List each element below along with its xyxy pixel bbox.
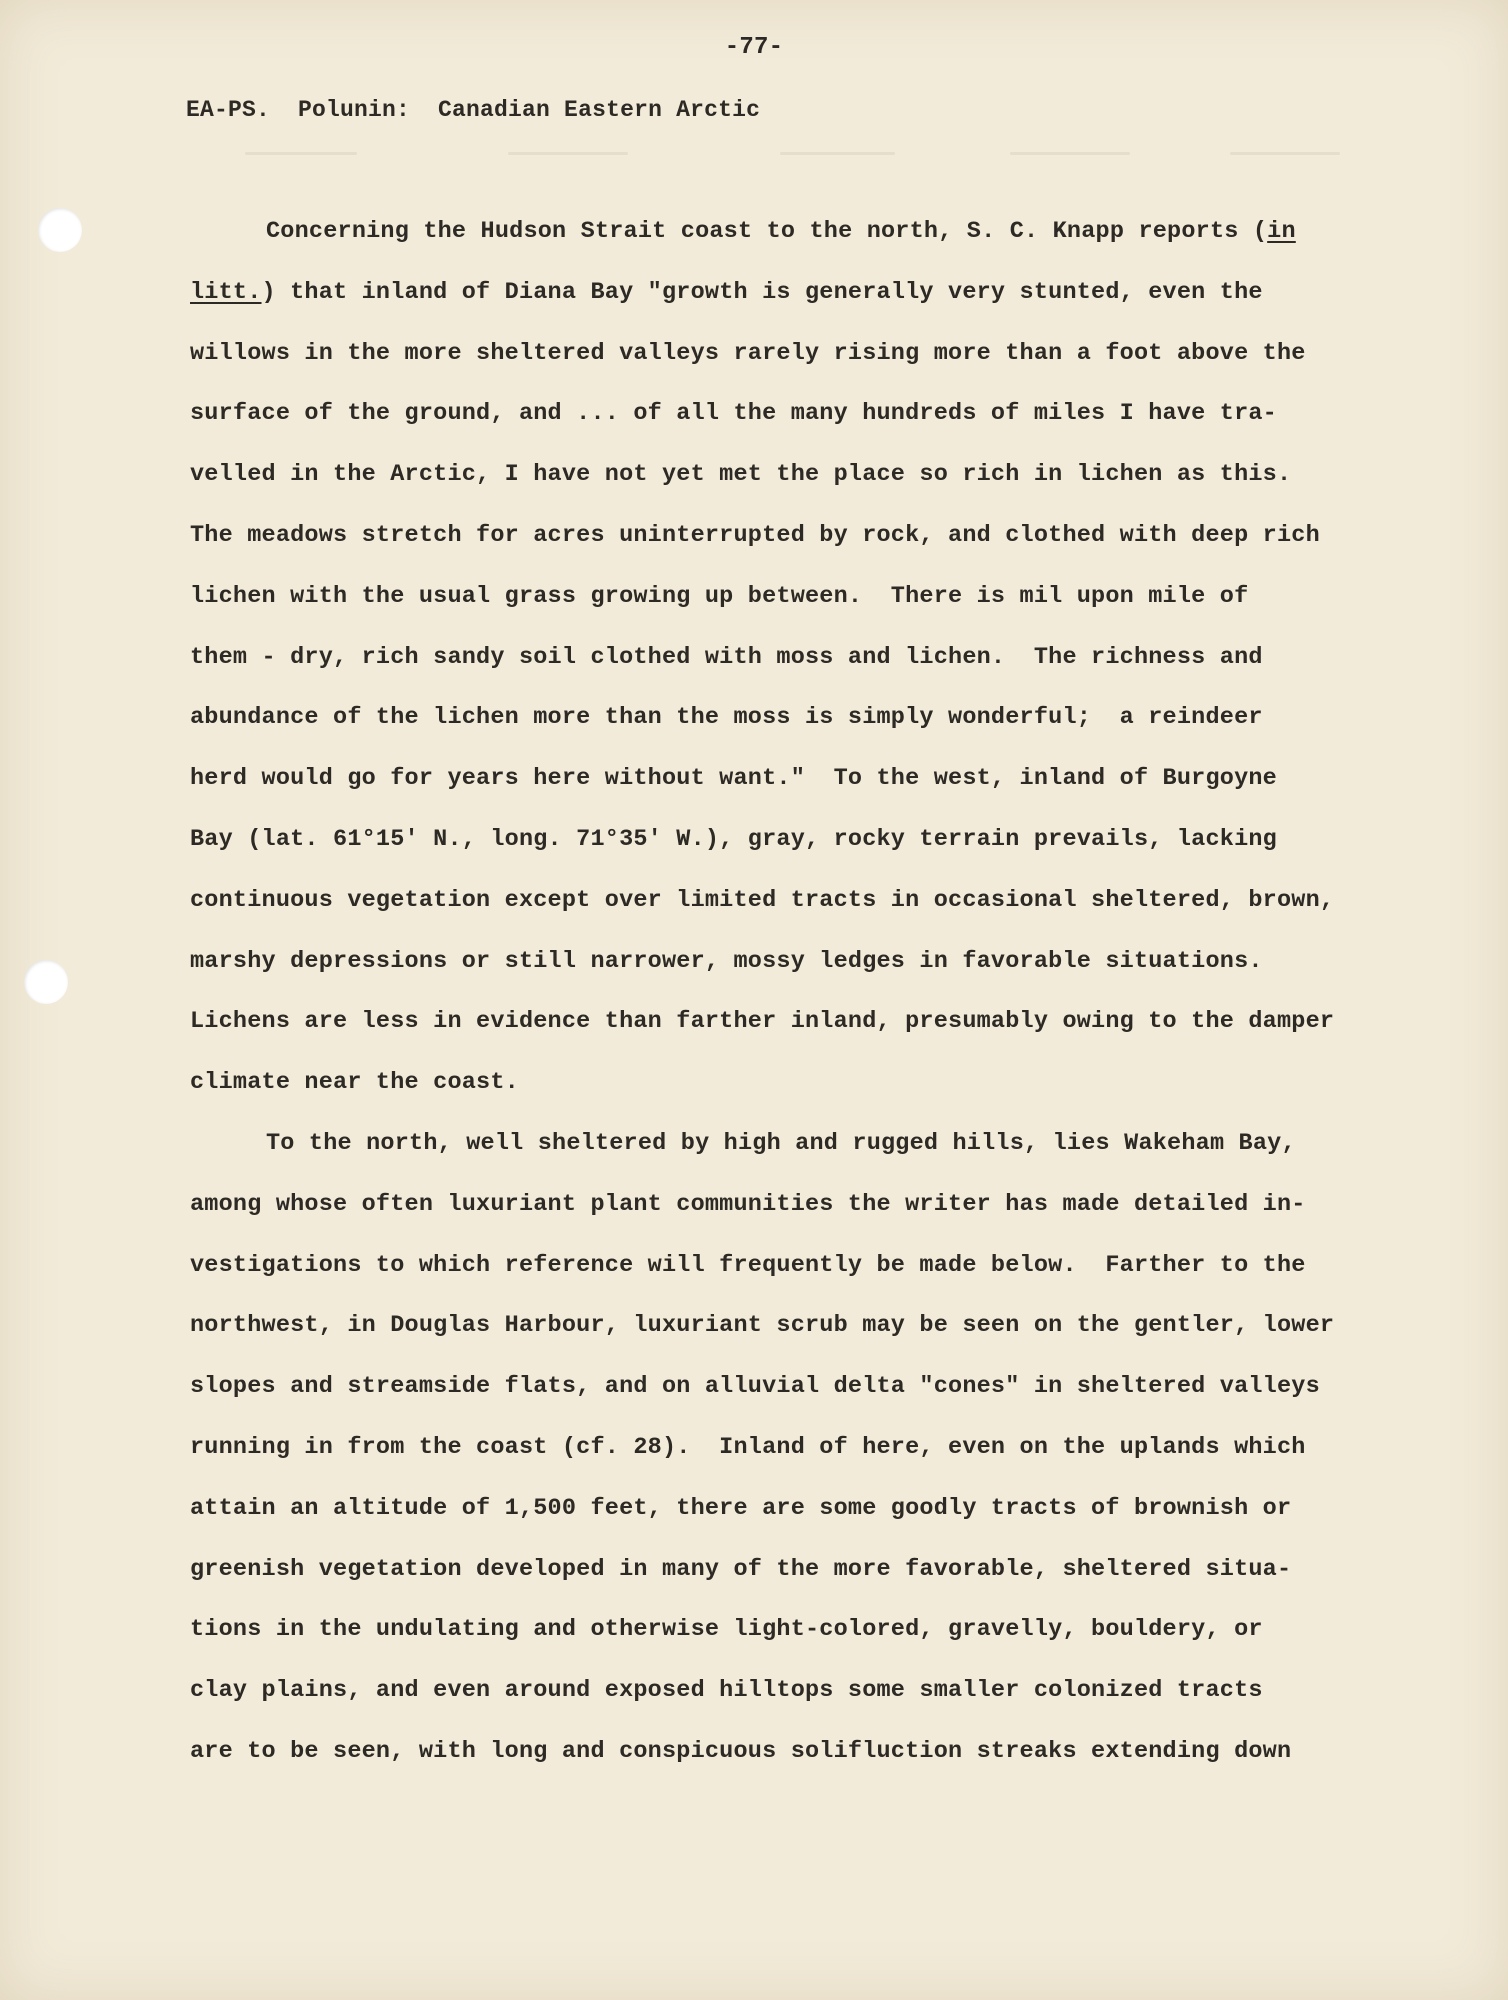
text-segment: greenish vegetation developed in many of the more favorable, sheltered situa- bbox=[190, 1555, 1292, 1583]
text-line bbox=[190, 1114, 1450, 1175]
text-line bbox=[190, 1722, 1450, 1783]
text-segment: among whose often luxuriant plant communities the writer has made detailed in- bbox=[190, 1190, 1306, 1218]
bleed-through-mark bbox=[508, 152, 628, 155]
text-segment: running in from the coast (cf. 28). Inland of here, even on the uplands which bbox=[190, 1433, 1306, 1461]
text-segment: Bay (lat. 61°15' N., long. 71°35' W.), gray, rocky terrain prevails, lacking bbox=[190, 825, 1277, 853]
text-segment: herd would go for years here without want." To the west, inland of Burgoyne bbox=[190, 765, 1277, 793]
text-segment: are to be seen, with long and conspicuous solifluction streaks extending down bbox=[190, 1737, 1292, 1765]
text-line bbox=[190, 871, 1450, 932]
punch-hole-top bbox=[38, 208, 82, 252]
text-segment: clay plains, and even around exposed hilltops some smaller colonized tracts bbox=[190, 1677, 1263, 1705]
text-line bbox=[190, 1479, 1450, 1540]
text-line bbox=[190, 506, 1450, 567]
text-line bbox=[190, 932, 1450, 993]
text-line bbox=[190, 1600, 1450, 1661]
text-segment: willows in the more sheltered valleys rarely rising more than a foot above the bbox=[190, 339, 1306, 367]
text-line bbox=[190, 567, 1450, 628]
text-segment: vestigations to which reference will frequently be made below. Farther to the bbox=[190, 1251, 1306, 1279]
text-segment: slopes and streamside flats, and on alluvial delta "cones" in sheltered valleys bbox=[190, 1373, 1320, 1401]
text-line bbox=[190, 384, 1450, 445]
bleed-through-mark bbox=[1230, 152, 1340, 155]
text-segment: them - dry, rich sandy soil clothed with moss and lichen. The richness and bbox=[190, 643, 1263, 671]
text-segment: ) that inland of Diana Bay "growth is generally very stunted, even the bbox=[261, 278, 1263, 306]
underlined-text: litt. bbox=[190, 278, 262, 306]
punch-hole-bottom bbox=[24, 960, 68, 1004]
text-line bbox=[190, 1661, 1450, 1722]
text-segment: marshy depressions or still narrower, mossy ledges in favorable situations. bbox=[190, 947, 1263, 975]
text-segment: surface of the ground, and ... of all the many hundreds of miles I have tra- bbox=[190, 400, 1277, 428]
text-line bbox=[190, 263, 1450, 324]
text-segment: The meadows stretch for acres uninterrupted by rock, and clothed with deep rich bbox=[190, 521, 1320, 549]
text-line bbox=[190, 324, 1450, 385]
text-line bbox=[190, 445, 1450, 506]
text-line bbox=[190, 810, 1450, 871]
bleed-through-mark bbox=[1010, 152, 1130, 155]
text-line bbox=[190, 992, 1450, 1053]
text-segment: velled in the Arctic, I have not yet met the place so rich in lichen as this. bbox=[190, 461, 1292, 489]
text-segment: tions in the undulating and otherwise light-colored, gravelly, bouldery, or bbox=[190, 1616, 1263, 1644]
text-segment: lichen with the usual grass growing up between. There is mil upon mile of bbox=[190, 582, 1249, 610]
text-segment: abundance of the lichen more than the moss is simply wonderful; a reindeer bbox=[190, 704, 1263, 732]
text-line bbox=[190, 749, 1450, 810]
text-line bbox=[190, 1296, 1450, 1357]
text-line bbox=[190, 628, 1450, 689]
text-line bbox=[190, 1418, 1450, 1479]
text-segment: Concerning the Hudson Strait coast to the north, S. C. Knapp reports ( bbox=[266, 218, 1268, 245]
text-line bbox=[190, 688, 1450, 749]
text-line bbox=[190, 202, 1450, 263]
text-segment: climate near the coast. bbox=[190, 1069, 519, 1097]
page-number: -77- bbox=[724, 34, 784, 61]
text-line bbox=[190, 1540, 1450, 1601]
bleed-through-mark bbox=[780, 152, 895, 155]
running-head: EA-PS. Polunin: Canadian Eastern Arctic bbox=[186, 97, 761, 123]
text-segment: To the north, well sheltered by high and rugged hills, lies Wakeham Bay, bbox=[266, 1129, 1296, 1157]
text-line bbox=[190, 1236, 1450, 1297]
text-segment: northwest, in Douglas Harbour, luxuriant scrub may be seen on the gentler, lower bbox=[190, 1312, 1335, 1340]
text-line bbox=[190, 1175, 1450, 1236]
text-line bbox=[190, 1357, 1450, 1418]
body-text bbox=[190, 202, 1450, 1783]
text-segment: Lichens are less in evidence than farther inland, presumably owing to the damper bbox=[190, 1008, 1335, 1036]
underlined-text: in bbox=[1267, 218, 1296, 245]
text-line bbox=[190, 1053, 1450, 1114]
text-segment: continuous vegetation except over limited tracts in occasional sheltered, brown, bbox=[190, 886, 1335, 914]
text-segment: attain an altitude of 1,500 feet, there are some goodly tracts of brownish or bbox=[190, 1494, 1292, 1522]
bleed-through-mark bbox=[245, 152, 357, 155]
